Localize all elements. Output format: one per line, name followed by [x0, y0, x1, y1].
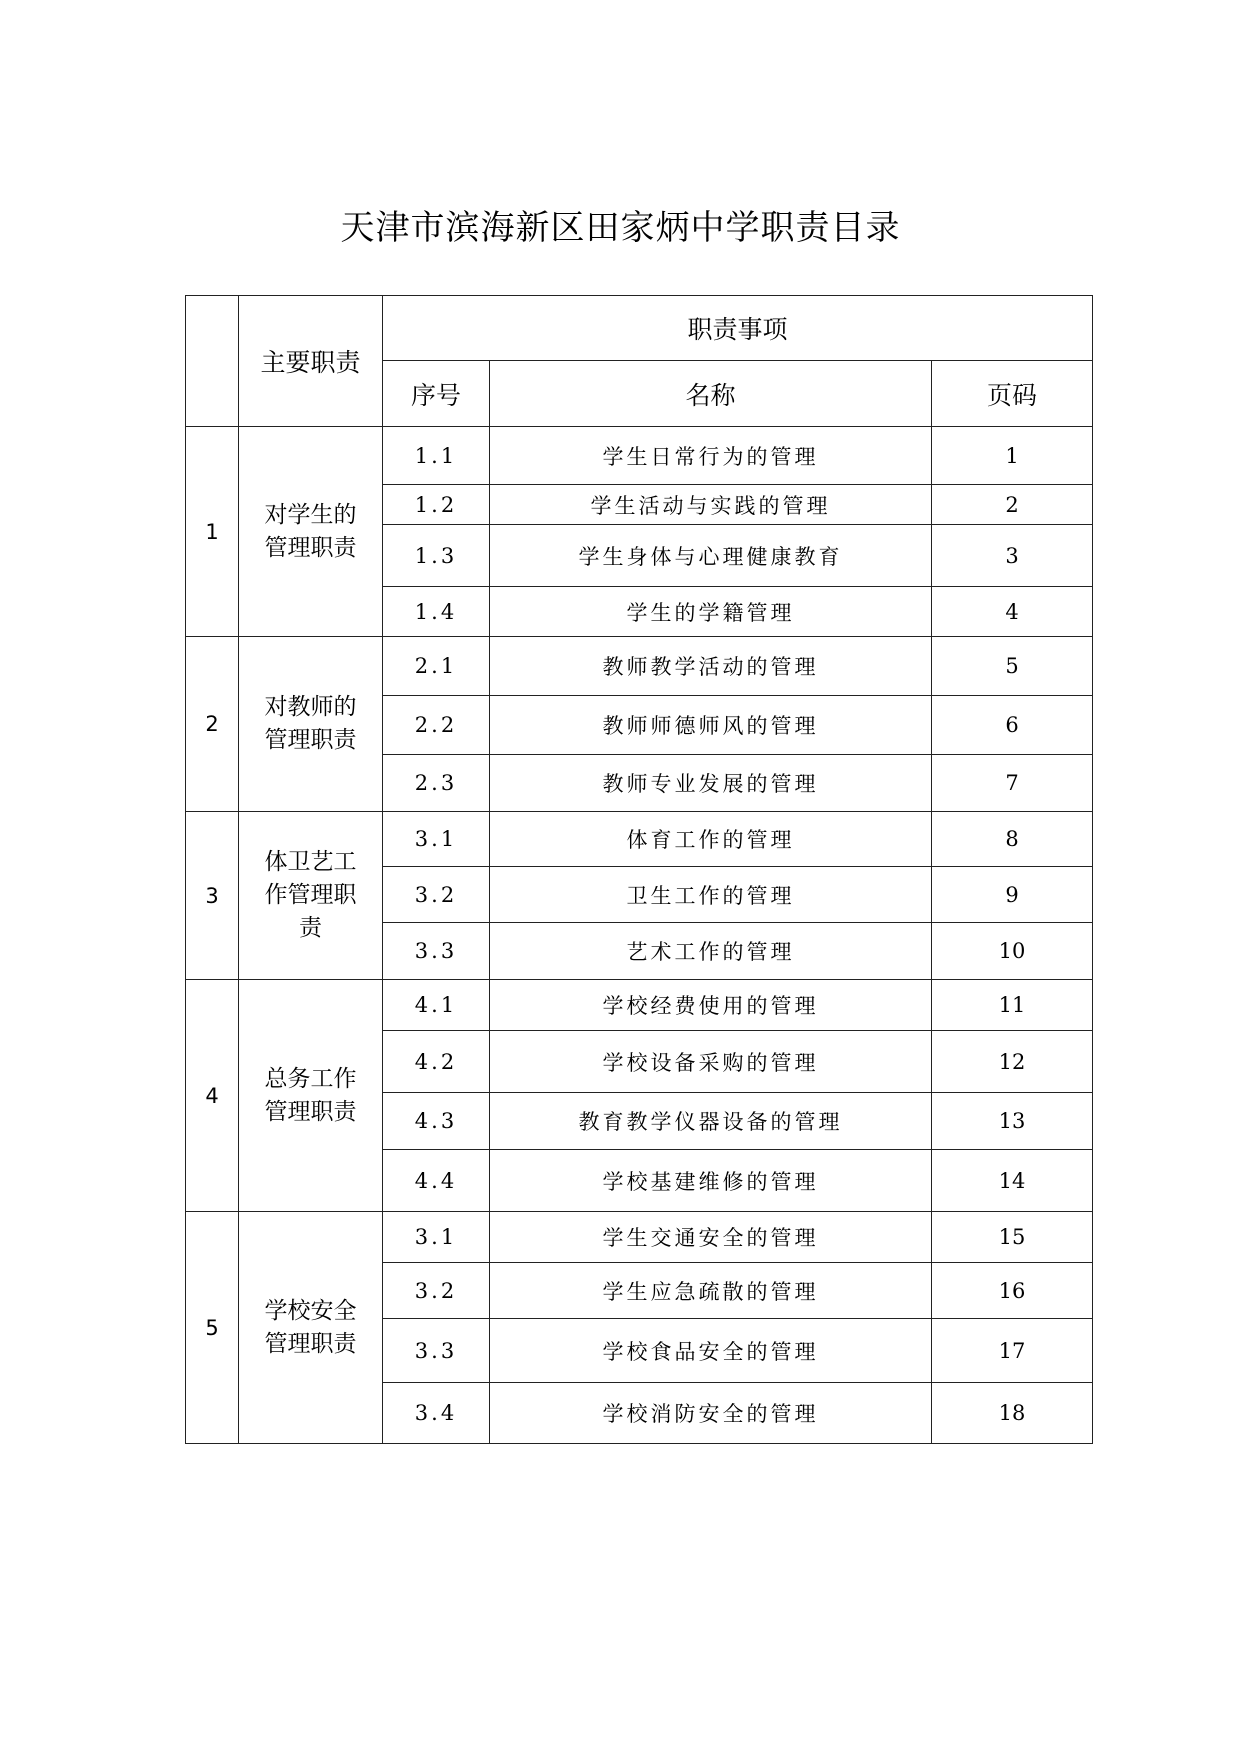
row-seq: 2.2: [383, 696, 490, 755]
row-name: 教师教学活动的管理: [490, 637, 932, 696]
row-seq: 1.3: [383, 525, 490, 587]
row-seq: 4.4: [383, 1150, 490, 1212]
table-row: [186, 1212, 1093, 1263]
row-page: 16: [932, 1263, 1093, 1319]
row-page: 2: [932, 485, 1093, 525]
header-name: 名称: [490, 361, 932, 427]
group-number: 4: [186, 980, 239, 1212]
row-seq: 1.1: [383, 427, 490, 485]
group-number: 3: [186, 812, 239, 980]
row-page: 11: [932, 980, 1093, 1031]
row-seq: 3.1: [383, 812, 490, 867]
row-page: 14: [932, 1150, 1093, 1212]
row-page: 12: [932, 1031, 1093, 1093]
row-name: 体育工作的管理: [490, 812, 932, 867]
row-seq: 3.3: [383, 923, 490, 980]
group-number: 2: [186, 637, 239, 812]
row-page: 8: [932, 812, 1093, 867]
header-main-duty: 主要职责: [239, 296, 383, 427]
row-seq: 3.3: [383, 1319, 490, 1383]
row-seq: 4.3: [383, 1093, 490, 1150]
row-page: 1: [932, 427, 1093, 485]
row-name: 学生交通安全的管理: [490, 1212, 932, 1263]
row-page: 13: [932, 1093, 1093, 1150]
row-name: 学校设备采购的管理: [490, 1031, 932, 1093]
header-page: 页码: [932, 361, 1093, 427]
group-label: 对教师的管理职责: [239, 637, 383, 812]
row-page: 7: [932, 755, 1093, 812]
row-seq: 3.4: [383, 1383, 490, 1444]
row-name: 卫生工作的管理: [490, 867, 932, 923]
header-row-top: [186, 296, 1093, 361]
header-items: 职责事项: [383, 296, 1093, 361]
row-page: 4: [932, 587, 1093, 637]
group-number: 5: [186, 1212, 239, 1444]
row-name: 学生的学籍管理: [490, 587, 932, 637]
group-label: 学校安全管理职责: [239, 1212, 383, 1444]
row-name: 学生活动与实践的管理: [490, 485, 932, 525]
row-page: 18: [932, 1383, 1093, 1444]
table-row: [186, 427, 1093, 485]
row-name: 学生应急疏散的管理: [490, 1263, 932, 1319]
row-name: 学校基建维修的管理: [490, 1150, 932, 1212]
row-page: 3: [932, 525, 1093, 587]
row-page: 10: [932, 923, 1093, 980]
row-page: 17: [932, 1319, 1093, 1383]
group-label: 总务工作管理职责: [239, 980, 383, 1212]
group-label: 对学生的管理职责: [239, 427, 383, 637]
row-seq: 3.2: [383, 1263, 490, 1319]
row-seq: 1.4: [383, 587, 490, 637]
row-page: 9: [932, 867, 1093, 923]
row-name: 学生日常行为的管理: [490, 427, 932, 485]
row-seq: 2.3: [383, 755, 490, 812]
page-title: 天津市滨海新区田家炳中学职责目录: [340, 208, 901, 248]
row-seq: 3.1: [383, 1212, 490, 1263]
group-label: 体卫艺工作管理职责: [239, 812, 383, 980]
row-name: 教师专业发展的管理: [490, 755, 932, 812]
table-row: [186, 812, 1093, 867]
row-page: 6: [932, 696, 1093, 755]
row-name: 教师师德师风的管理: [490, 696, 932, 755]
header-blank-cell: [186, 296, 239, 427]
duty-table: [185, 295, 1093, 1444]
row-page: 5: [932, 637, 1093, 696]
row-page: 15: [932, 1212, 1093, 1263]
group-number: 1: [186, 427, 239, 637]
table-row: [186, 637, 1093, 696]
row-name: 教育教学仪器设备的管理: [490, 1093, 932, 1150]
row-name: 学校食品安全的管理: [490, 1319, 932, 1383]
row-seq: 1.2: [383, 485, 490, 525]
row-seq: 3.2: [383, 867, 490, 923]
row-name: 艺术工作的管理: [490, 923, 932, 980]
row-seq: 2.1: [383, 637, 490, 696]
row-name: 学校消防安全的管理: [490, 1383, 932, 1444]
row-name: 学生身体与心理健康教育: [490, 525, 932, 587]
row-name: 学校经费使用的管理: [490, 980, 932, 1031]
row-seq: 4.1: [383, 980, 490, 1031]
table-row: [186, 980, 1093, 1031]
header-seq: 序号: [383, 361, 490, 427]
row-seq: 4.2: [383, 1031, 490, 1093]
